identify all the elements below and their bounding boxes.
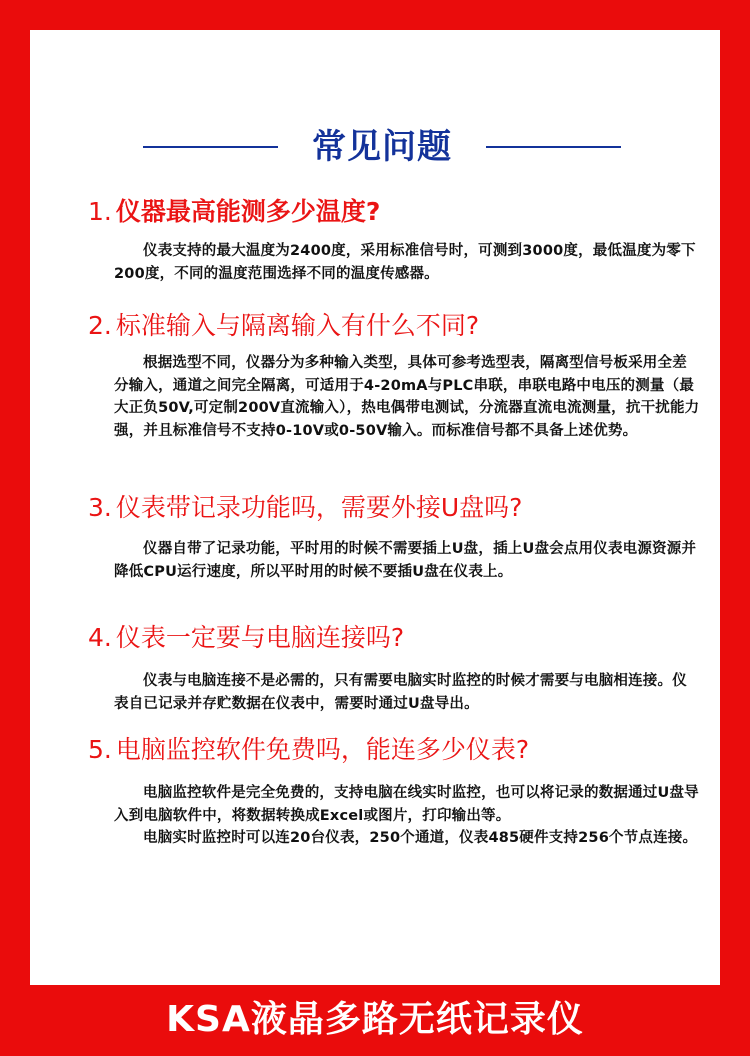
footer-product-name: KSA液晶多路无纸记录仪 [166, 999, 584, 1040]
title-rule-right [486, 146, 621, 148]
faq-question-4 [88, 620, 708, 656]
faq-answer-5 [114, 782, 700, 850]
faq-question-5 [88, 732, 708, 768]
faq-number: 2. [88, 311, 112, 340]
faq-answer-paragraph: 仪器自带了记录功能，平时用的时候不需要插上U盘，插上U盘会点用仪表电源资源并降低CPU运行速度，所以平时用的时候不要插U盘在仪表上。 [114, 541, 697, 580]
faq-answer-paragraph: 根据选型不同，仪器分为多种输入类型，具体可参考选型表，隔离型信号板采用全差分输入，通道之间完全隔离，可适用于4-20mA与PLC串联，串联电路中电压的测量（最大正负50V,可定制200V直流输入），热电偶带电测试，分流器直流电流测量，抗干扰能力强，并且标准信号不支持0-10V或0-50V输入。而标准信号都不具备上述优势。 [114, 355, 700, 439]
faq-number: 3. [88, 493, 112, 522]
faq-question-text: 仪表一定要与电脑连接吗? [115, 623, 405, 652]
faq-question-3 [88, 490, 708, 526]
content-panel [30, 30, 720, 985]
faq-answer-paragraph: 仪表支持的最大温度为2400度，采用标准信号时，可测到3000度，最低温度为零下200度，不同的温度范围选择不同的温度传感器。 [114, 243, 696, 282]
faq-question-text: 标准输入与隔离输入有什么不同? [115, 311, 480, 340]
faq-answer-2 [114, 352, 700, 442]
faq-number: 1. [88, 197, 112, 226]
faq-question-text: 电脑监控软件免费吗，能连多少仪表? [115, 735, 530, 764]
page-title: 常见问题 [312, 127, 452, 167]
faq-answer-paragraph: 电脑实时监控时可以连20台仪表，250个通道，仪表485硬件支持256个节点连接。 [143, 830, 698, 846]
faq-number: 5. [88, 735, 112, 764]
faq-question-text: 仪器最高能测多少温度? [115, 197, 381, 226]
title-row [30, 122, 720, 172]
faq-question-2 [88, 308, 708, 344]
faq-answer-3 [114, 538, 700, 583]
faq-question-1 [88, 194, 708, 230]
faq-answer-4 [114, 670, 700, 715]
faq-question-text: 仪表带记录功能吗，需要外接U盘吗? [115, 493, 523, 522]
faq-answer-paragraph: 仪表与电脑连接不是必需的，只有需要电脑实时监控的时候才需要与电脑相连接。仪表自已记录并存贮数据在仪表中，需要时通过U盘导出。 [114, 673, 687, 712]
title-rule-left [143, 146, 278, 148]
faq-answer-1 [114, 240, 700, 285]
faq-number: 4. [88, 623, 112, 652]
faq-answer-paragraph: 电脑监控软件是完全免费的，支持电脑在线实时监控，也可以将记录的数据通过U盘导入到电脑软件中，将数据转换成Excel或图片，打印输出等。 [114, 785, 699, 824]
